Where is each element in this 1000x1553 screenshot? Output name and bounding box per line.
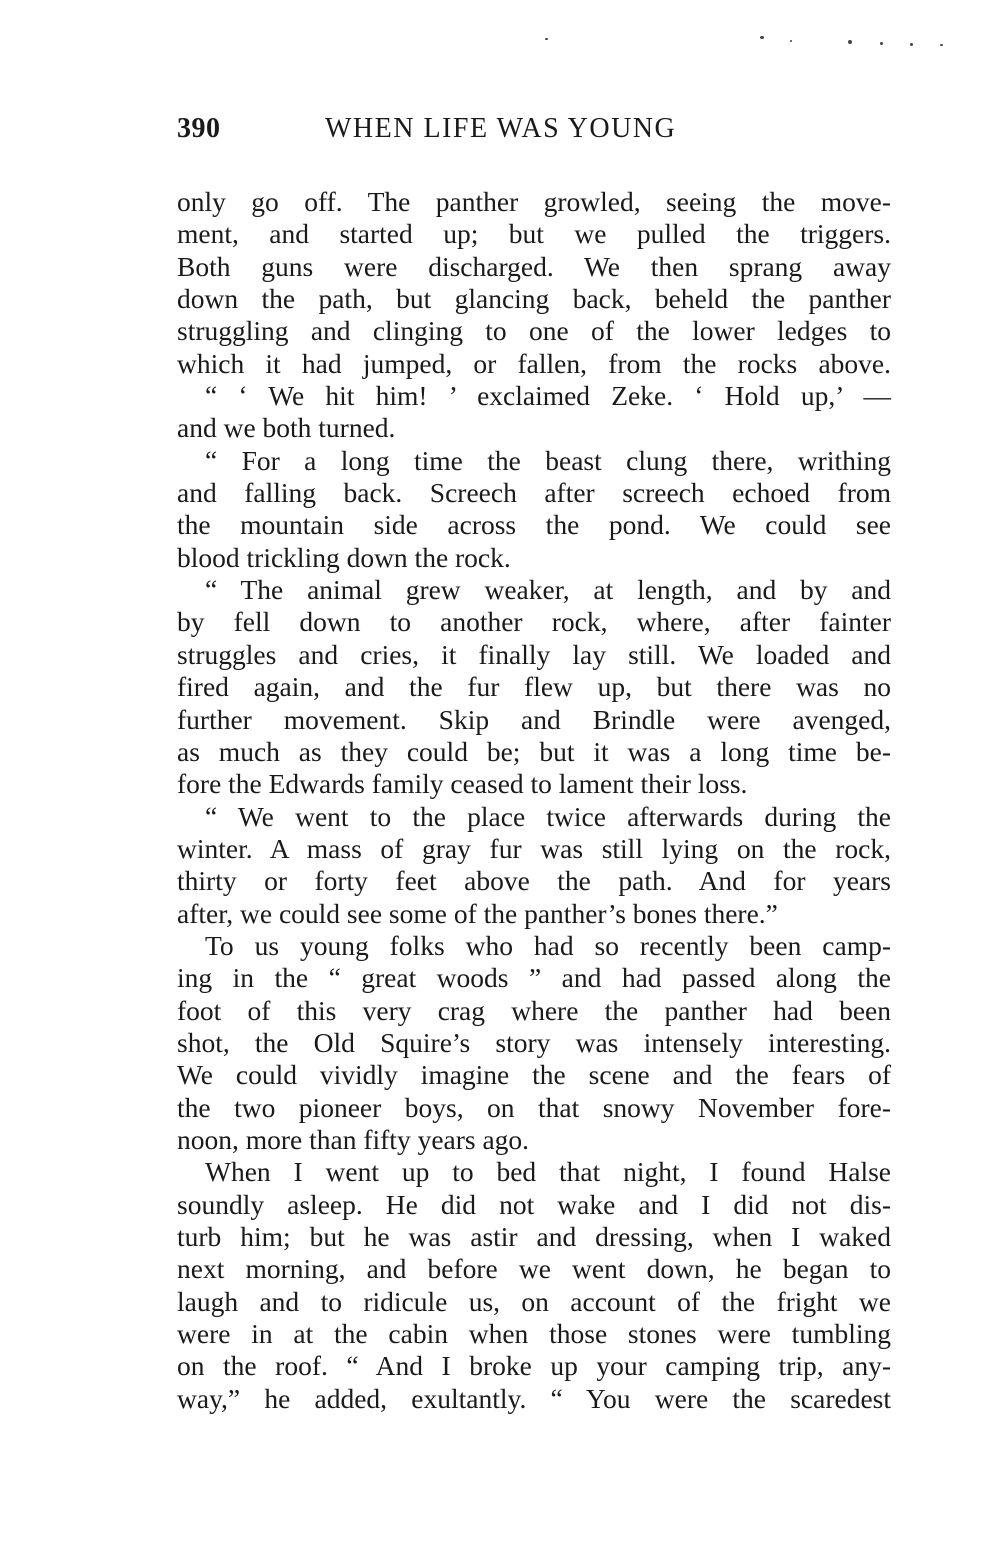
scan-specks bbox=[0, 0, 1000, 60]
text-line: When I went up to bed that night, I found Halse bbox=[205, 1156, 891, 1188]
text-line: noon, more than fifty years ago. bbox=[177, 1123, 530, 1155]
text-line: laugh and to ridicule us, on account of the fright we bbox=[177, 1285, 891, 1317]
scan-speck bbox=[848, 40, 852, 44]
text-line: and we both turned. bbox=[177, 412, 396, 444]
text-line: down the path, but glancing back, beheld the panther bbox=[177, 283, 891, 315]
text-line: struggles and cries, it finally lay still. We loaded and bbox=[177, 638, 891, 670]
scan-speck bbox=[910, 43, 913, 46]
text-line: thirty or forty feet above the path. And for years bbox=[177, 865, 891, 897]
text-line: Both guns were discharged. We then sprang away bbox=[177, 250, 891, 282]
text-line: shot, the Old Squire’s story was intensely interesting. bbox=[177, 1026, 891, 1058]
text-line: ing in the “ great woods ” and had passed along the bbox=[177, 962, 891, 994]
text-line: the mountain side across the pond. We could see bbox=[177, 509, 891, 541]
text-line: way,” he added, exultantly. “ You were the scaredest bbox=[177, 1382, 891, 1414]
scan-speck bbox=[880, 42, 883, 45]
text-line: as much as they could be; but it was a long time be- bbox=[177, 735, 891, 767]
page-number: 390 bbox=[177, 113, 221, 144]
text-line: the two pioneer boys, on that snowy November fore- bbox=[177, 1091, 891, 1123]
scan-speck bbox=[545, 38, 548, 40]
text-line: turb him; but he was astir and dressing, when I waked bbox=[177, 1221, 891, 1252]
text-line: struggling and clinging to one of the lower ledges to bbox=[177, 315, 891, 347]
text-line: next morning, and before we went down, he began to bbox=[177, 1253, 891, 1285]
scan-speck bbox=[940, 44, 943, 46]
text-line: which it had jumped, or fallen, from the rocks above. bbox=[177, 347, 891, 379]
text-line: by fell down to another rock, where, after fainter bbox=[177, 606, 891, 638]
page-header bbox=[177, 113, 897, 153]
text-line: winter. A mass of gray fur was still lying on the rock, bbox=[177, 832, 891, 864]
text-line: further movement. Skip and Brindle were avenged, bbox=[177, 703, 891, 735]
text-line: foot of this very crag where the panther had been bbox=[177, 994, 891, 1026]
text-line: after, we could see some of the panther’s bones there.” bbox=[177, 897, 778, 929]
text-line: blood trickling down the rock. bbox=[177, 541, 511, 573]
text-line: were in at the cabin when those stones were tumbling bbox=[177, 1318, 891, 1350]
page-body-text bbox=[177, 186, 891, 1415]
scan-speck bbox=[790, 40, 792, 42]
text-line: We could vividly imagine the scene and the fears of bbox=[177, 1059, 891, 1091]
text-line: fired again, and the fur flew up, but there was no bbox=[177, 671, 891, 703]
running-title: WHEN LIFE WAS YOUNG bbox=[325, 113, 677, 144]
text-line: “ For a long time the beast clung there, writhing bbox=[205, 444, 891, 476]
scan-speck bbox=[760, 36, 764, 39]
text-line: “ We went to the place twice afterwards during the bbox=[205, 800, 891, 832]
text-line: “ The animal grew weaker, at length, and by and bbox=[205, 574, 891, 606]
text-line: ment, and started up; but we pulled the triggers. bbox=[177, 218, 891, 250]
text-line: fore the Edwards family ceased to lament their loss. bbox=[177, 768, 748, 800]
text-line: on the roof. “ And I broke up your camping trip, any- bbox=[177, 1350, 891, 1382]
text-line: only go off. The panther growled, seeing the move- bbox=[177, 186, 891, 217]
text-line: To us young folks who had so recently been camp- bbox=[205, 929, 891, 961]
text-line: and falling back. Screech after screech echoed from bbox=[177, 477, 891, 509]
text-line: soundly asleep. He did not wake and I did not dis- bbox=[177, 1188, 891, 1220]
text-line: “ ‘ We hit him! ’ exclaimed Zeke. ‘ Hold up,’ — bbox=[205, 380, 891, 412]
